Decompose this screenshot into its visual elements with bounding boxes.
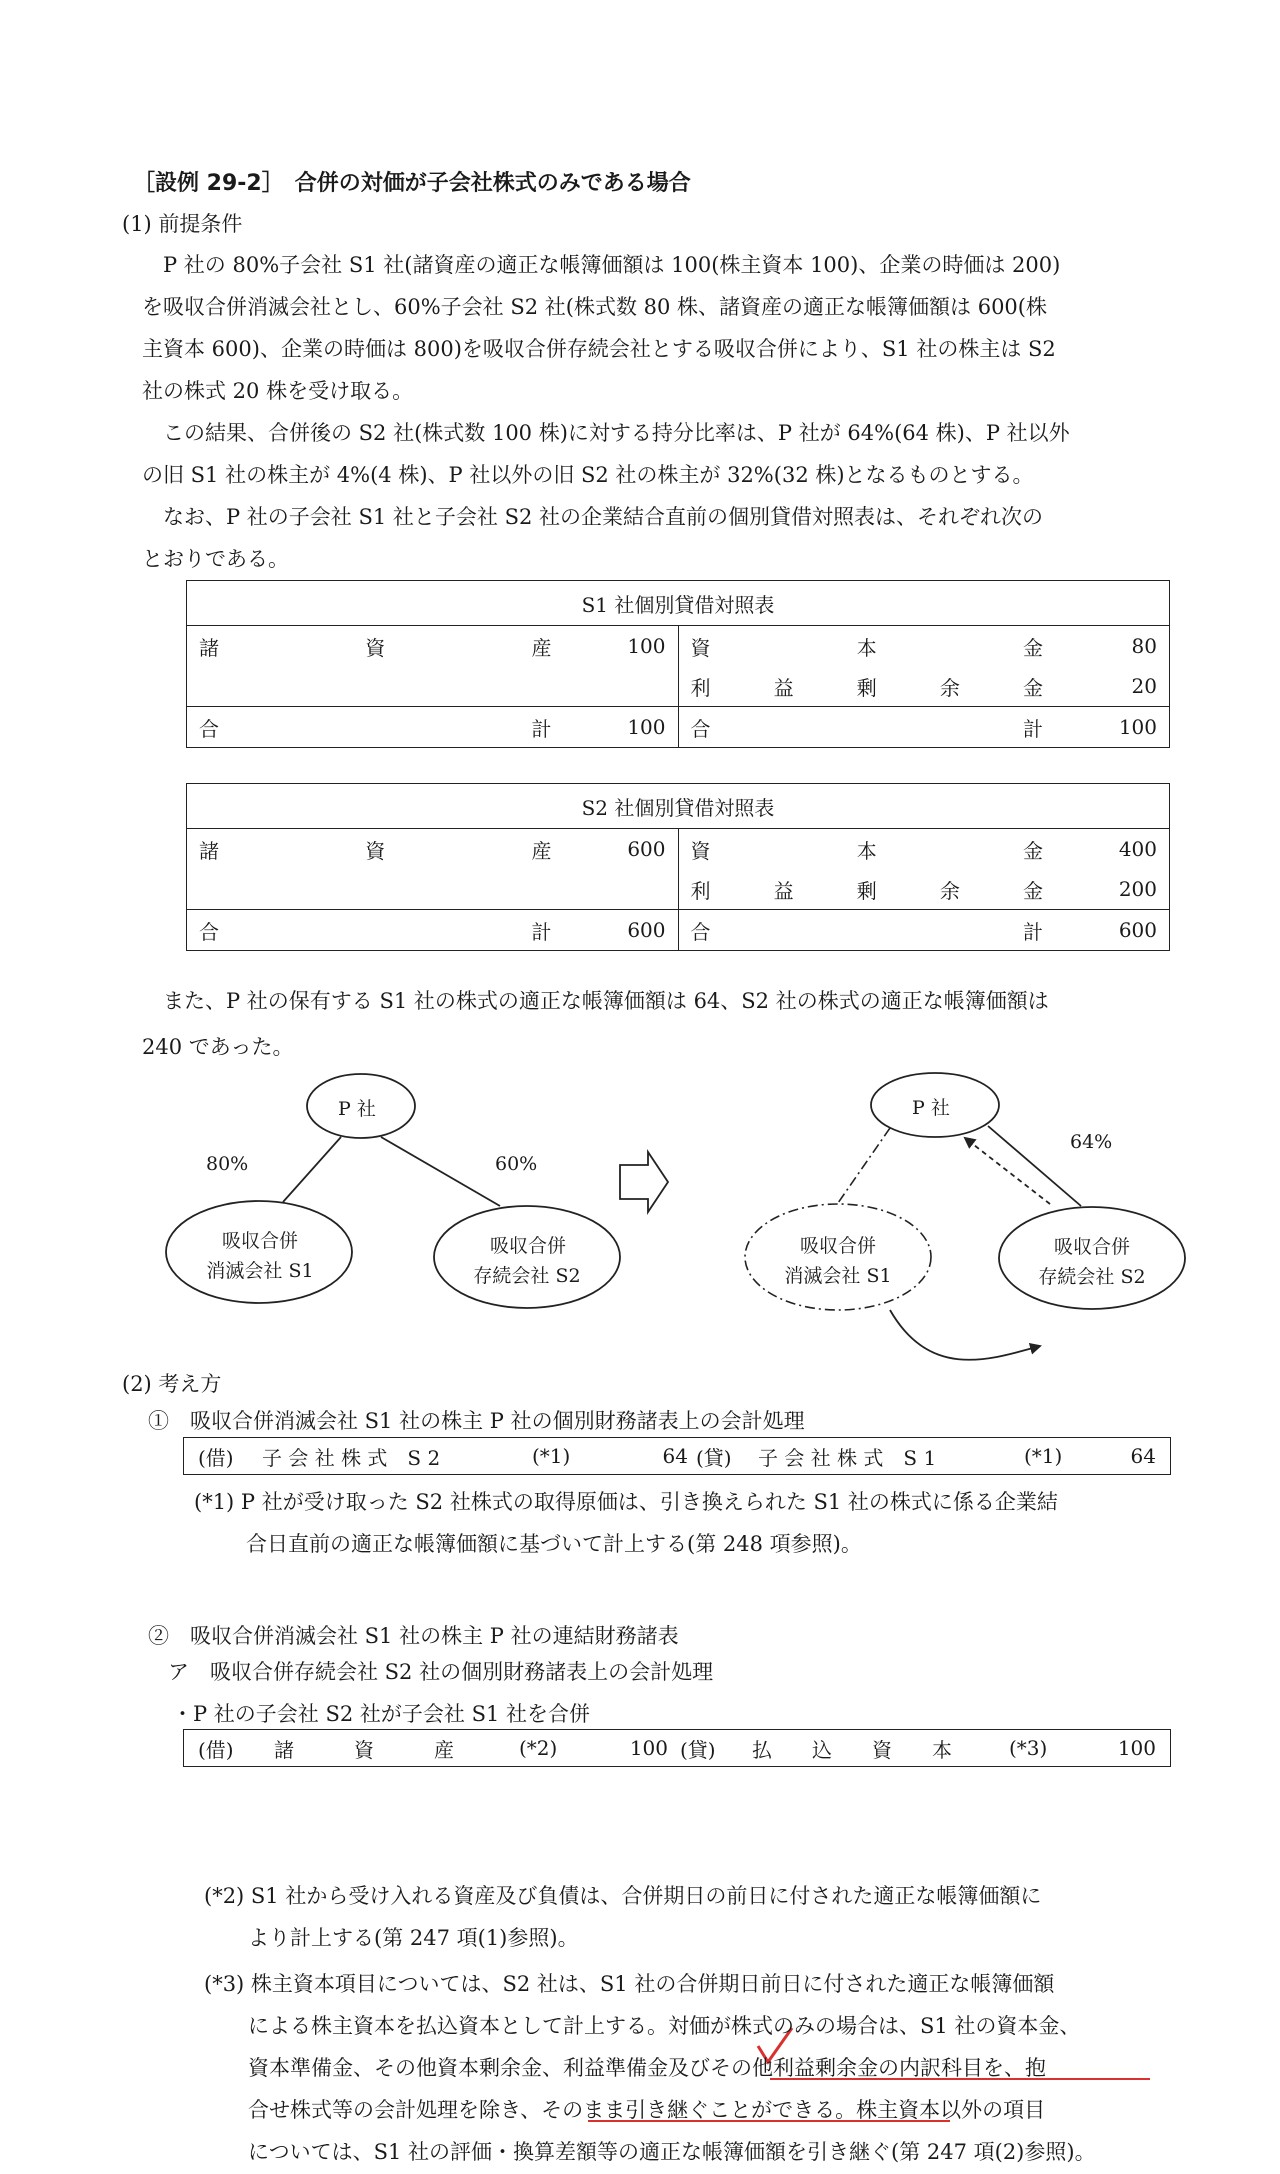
right-p-label: P 社 — [912, 1097, 950, 1119]
j1-debit-account: 子 会 社 株 式 S 2 — [262, 1445, 441, 1470]
j1-credit-note: (*1) — [1024, 1444, 1063, 1468]
bs2-liab-char: 本 — [856, 838, 877, 863]
left-pct-80: 80% — [206, 1153, 249, 1175]
bs1-total-char: 計 — [531, 716, 552, 741]
bs1-capital-amount: 80 — [1131, 634, 1157, 658]
bs2-asset-amount: 600 — [627, 837, 666, 861]
para1-line4: 社の株式 20 株を受け取る。 — [142, 379, 414, 403]
j2-debit-account: 諸 資 産 — [274, 1737, 454, 1762]
bs1-liab-char: 金 — [1023, 675, 1043, 700]
bs2-total-left-amount: 600 — [627, 918, 666, 942]
para2-line2: の旧 S1 社の株主が 4%(4 株)、P 社以外の旧 S2 社の株主が 32%(32 株)となるものとする。 — [142, 463, 1034, 487]
left-line-s2 — [381, 1137, 500, 1206]
note1-line1: (*1) P 社が受け取った S2 社株式の取得原価は、引き換えられた S1 社の株式に係る企業結 — [194, 1490, 1058, 1514]
bs2-total-char: 合 — [199, 919, 219, 944]
bs2-liab-char: 資 — [690, 838, 711, 863]
bs1-asset-char: 資 — [365, 635, 386, 660]
bs1-liab-char: 利 — [690, 675, 711, 700]
para1-line1: P 社の 80%子会社 S1 社(諸資産の適正な帳簿価額は 100(株主資本 100)、企業の時価は 200) — [142, 253, 1061, 277]
bs1-liab-char: 金 — [1023, 635, 1043, 660]
para4-line1: また、P 社の保有する S1 社の株式の適正な帳簿価額は 64、S2 社の株式の適正な帳簿価額は — [142, 989, 1049, 1013]
item1-title: ① 吸収合併消滅会社 S1 社の株主 P 社の個別財務諸表上の会計処理 — [148, 1409, 805, 1433]
bs1-liab-char: 余 — [939, 675, 960, 700]
bs2-liab-char: 剰 — [856, 878, 877, 903]
bs1-liab-char: 剰 — [856, 675, 877, 700]
note3-line5: については、S1 社の評価・換算差額等の適正な帳簿価額を引き継ぐ(第 247 項(2)参照)。 — [248, 2140, 1096, 2164]
red-underline-2 — [588, 2120, 950, 2122]
bs2-total-char: 計 — [1023, 919, 1043, 944]
j2-credit-account: 払 込 資 本 — [752, 1737, 952, 1762]
bs2-retained-amount: 200 — [1118, 877, 1157, 901]
bullet-merger: ・P 社の子会社 S2 社が子会社 S1 社を合併 — [172, 1702, 590, 1726]
note3-line1: (*3) 株主資本項目については、S2 社は、S1 社の合併期日前日に付された適正な帳簿価額 — [204, 1972, 1055, 1996]
j1-credit-account: 子 会 社 株 式 S 1 — [758, 1445, 937, 1470]
right-s2-line1: 吸収合併 — [1053, 1236, 1130, 1258]
right-s1-line2: 消滅会社 S1 — [784, 1265, 892, 1287]
para3-line1: なお、P 社の子会社 S1 社と子会社 S2 社の企業結合直前の個別貸借対照表は、それぞれ次の — [142, 505, 1043, 529]
bs2-title: S2 社個別貸借対照表 — [187, 784, 1170, 829]
bs1-total-right-amount: 100 — [1118, 715, 1157, 739]
j1-credit-amount: 64 — [1130, 1444, 1156, 1468]
bs2-asset-char: 産 — [531, 838, 552, 863]
note3-line4: 合せ株式等の会計処理を除き、そのまま引き継ぐことができる。株主資本以外の項目 — [248, 2098, 1046, 2122]
j1-debit-amount: 64 — [662, 1444, 688, 1468]
journal-entry-2 — [183, 1729, 1171, 1767]
right-dashed-arrow — [965, 1138, 1050, 1204]
bs1-liab-char: 資 — [690, 635, 711, 660]
item2-title: ② 吸収合併消滅会社 S1 社の株主 P 社の連結財務諸表 — [148, 1624, 679, 1648]
right-s2-line2: 存続会社 S2 — [1038, 1266, 1146, 1288]
para2-line1: この結果、合併後の S2 社(株式数 100 株)に対する持分比率は、P 社が 64%(64 株)、P 社以外 — [142, 421, 1070, 445]
left-s2-line1: 吸収合併 — [489, 1235, 566, 1257]
bs1-asset-char: 産 — [531, 635, 552, 660]
example-heading: ［設例 29-2］ 合併の対価が子会社株式のみである場合 — [133, 171, 691, 196]
bs2-liab-char: 金 — [1023, 838, 1043, 863]
bs2-asset-char: 諸 — [199, 838, 219, 863]
para1-line2: を吸収合併消滅会社とし、60%子会社 S2 社(株式数 80 株、諸資産の適正な帳簿価額は 600(株 — [142, 295, 1047, 319]
bs2-capital-amount: 400 — [1118, 837, 1157, 861]
bs1-total-left-amount: 100 — [627, 715, 666, 739]
left-p-label: P 社 — [338, 1098, 376, 1120]
journal-entry-1 — [183, 1437, 1171, 1475]
note3-line2: による株主資本を払込資本として計上する。対価が株式のみの場合は、S1 社の資本金、 — [248, 2014, 1081, 2038]
bs2-asset-char: 資 — [365, 838, 386, 863]
note2-line1: (*2) S1 社から受け入れる資産及び負債は、合併期日の前日に付された適正な帳簿価額に — [204, 1884, 1042, 1908]
j1-debit-note: (*1) — [532, 1444, 571, 1468]
bs2-liab-char: 余 — [939, 878, 960, 903]
bs1-retained-amount: 20 — [1131, 674, 1157, 698]
j2-credit-note: (*3) — [1009, 1736, 1048, 1760]
right-line-s2 — [988, 1126, 1081, 1206]
left-s2-line2: 存続会社 S2 — [473, 1265, 581, 1287]
red-underline-1 — [770, 2078, 1150, 2080]
bs2-liab-char: 益 — [773, 878, 794, 903]
j2-debit-amount: 100 — [629, 1736, 668, 1760]
bs1-asset-amount: 100 — [627, 634, 666, 658]
bs2-total-char: 合 — [690, 919, 711, 944]
left-pct-60: 60% — [495, 1153, 538, 1175]
bs1-asset-char: 諸 — [199, 635, 219, 660]
bs1-total-char: 合 — [690, 716, 711, 741]
bs1-total-char: 計 — [1023, 716, 1043, 741]
right-s1-line1: 吸収合併 — [799, 1235, 876, 1257]
bs1-liab-char: 益 — [773, 675, 794, 700]
j1-credit-tag: (貸) — [696, 1445, 732, 1470]
item2a-title: ア 吸収合併存続会社 S2 社の個別財務諸表上の会計処理 — [168, 1660, 714, 1684]
transition-arrow-icon — [620, 1152, 668, 1212]
note3-line3: 資本準備金、その他資本剰余金、利益準備金及びその他利益剰余金の内訳科目を、抱 — [248, 2056, 1046, 2080]
bs2-total-right-amount: 600 — [1118, 918, 1157, 942]
j2-credit-tag: (貸) — [680, 1737, 716, 1762]
note1-line2: 合日直前の適正な帳簿価額に基づいて計上する(第 248 項参照)。 — [246, 1532, 862, 1556]
para1-line3: 主資本 600)、企業の時価は 800)を吸収合併存続会社とする吸収合併により、S1 社の株主は S2 — [142, 337, 1056, 361]
left-s1-line2: 消滅会社 S1 — [206, 1260, 314, 1282]
bs2-total-char: 計 — [531, 919, 552, 944]
para4-line2: 240 であった。 — [142, 1035, 294, 1059]
j1-debit-tag: (借) — [198, 1445, 234, 1470]
para3-line2: とおりである。 — [142, 547, 289, 571]
bs1-title: S1 社個別貸借対照表 — [187, 581, 1170, 626]
section2-title: (2) 考え方 — [122, 1372, 222, 1396]
right-pct-64: 64% — [1070, 1131, 1113, 1153]
bs2-liab-char: 利 — [690, 878, 711, 903]
j2-credit-amount: 100 — [1117, 1736, 1156, 1760]
left-s1-line1: 吸収合併 — [221, 1230, 298, 1252]
section1-title: (1) 前提条件 — [122, 212, 243, 236]
left-line-s1 — [283, 1137, 341, 1202]
j2-debit-note: (*2) — [519, 1736, 558, 1760]
bs2-liab-char: 金 — [1023, 878, 1043, 903]
j2-debit-tag: (借) — [198, 1737, 234, 1762]
right-curved-arrow — [890, 1310, 1040, 1360]
right-dashdot-line — [838, 1128, 890, 1203]
bs1-total-char: 合 — [199, 716, 219, 741]
bs1-liab-char: 本 — [856, 635, 877, 660]
note2-line2: より計上する(第 247 項(1)参照)。 — [248, 1926, 579, 1950]
